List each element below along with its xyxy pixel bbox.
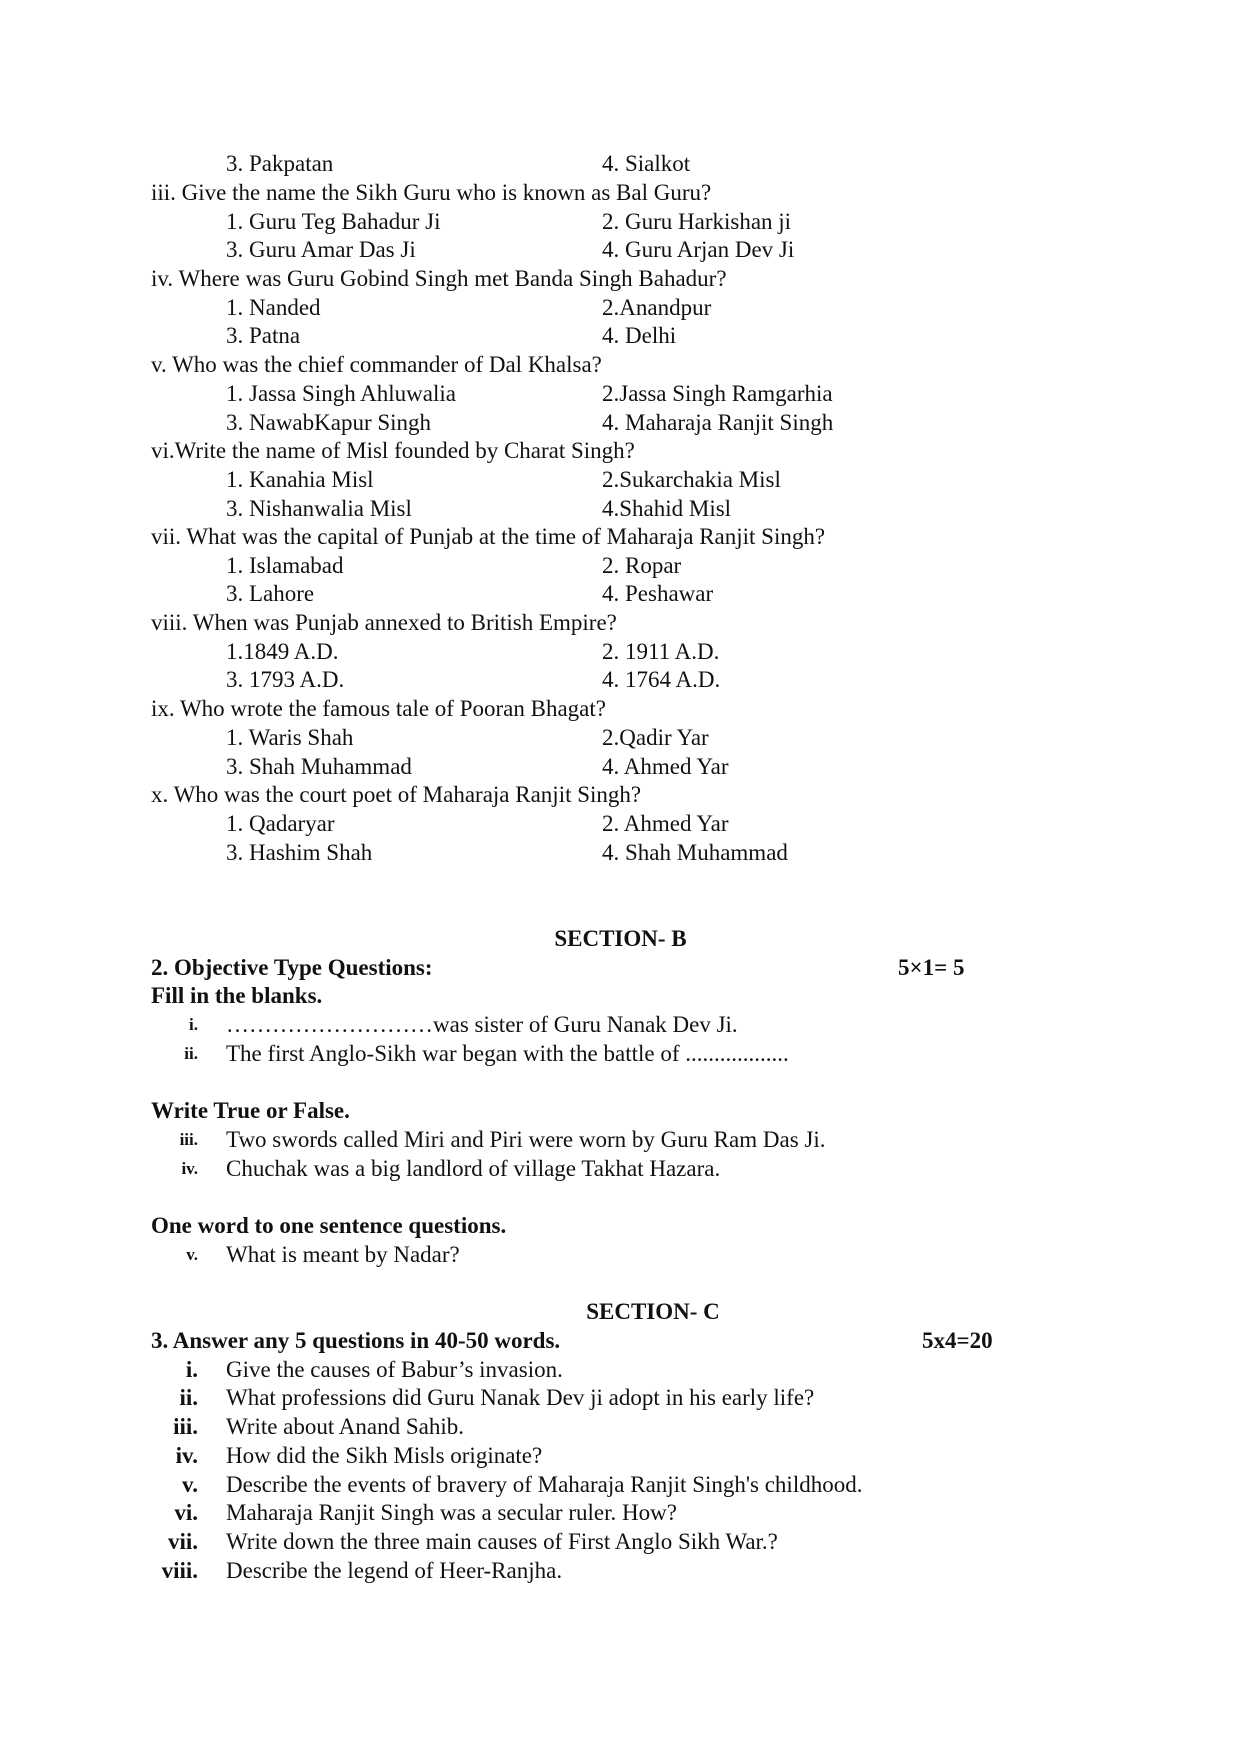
mcq-option: 4. 1764 A.D.	[602, 667, 721, 692]
section-c-item: Write down the three main causes of First Anglo Sikh War.?	[226, 1529, 778, 1554]
item-number: iv.	[181, 1159, 198, 1178]
mcq-option: 1. Nanded	[226, 295, 321, 320]
mcq-option: 3. Nishanwalia Misl	[226, 496, 412, 521]
mcq-option: 3. Guru Amar Das Ji	[226, 237, 416, 262]
item-number: v.	[186, 1245, 198, 1264]
section-c-item: Write about Anand Sahib.	[226, 1414, 464, 1439]
mcq-option: 4. Sialkot	[602, 151, 691, 176]
item-number: i.	[185, 1357, 198, 1382]
mcq-question: ix. Who wrote the famous tale of Pooran Bhagat?	[151, 696, 606, 721]
item-number: vi.	[174, 1500, 198, 1525]
section-c-heading: 3. Answer any 5 questions in 40-50 words.	[151, 1328, 561, 1353]
mcq-option: 3. Patna	[226, 323, 301, 348]
section-c-item: Maharaja Ranjit Singh was a secular ruler. How?	[226, 1500, 677, 1525]
section-c-title: SECTION- C	[586, 1299, 720, 1324]
mcq-question: vii. What was the capital of Punjab at the time of Maharaja Ranjit Singh?	[151, 524, 826, 549]
one-word-heading: One word to one sentence questions.	[151, 1213, 507, 1238]
true-false-item: Chuchak was a big landlord of village Takhat Hazara.	[226, 1156, 721, 1181]
mcq-option: 4. Maharaja Ranjit Singh	[602, 410, 834, 435]
section-b-marks: 5×1= 5	[898, 955, 965, 980]
mcq-question: vi.Write the name of Misl founded by Charat Singh?	[151, 438, 635, 463]
mcq-option: 1. Islamabad	[226, 553, 344, 578]
item-number: i.	[189, 1015, 198, 1034]
item-number: viii.	[161, 1558, 198, 1583]
mcq-option: 4. Shah Muhammad	[602, 840, 788, 865]
mcq-option: 4. Peshawar	[602, 581, 714, 606]
section-c-item: How did the Sikh Misls originate?	[226, 1443, 543, 1468]
section-c-marks: 5x4=20	[922, 1328, 993, 1353]
mcq-option: 2.Jassa Singh Ramgarhia	[602, 381, 833, 406]
true-false-item: Two swords called Miri and Piri were worn by Guru Ram Das Ji.	[226, 1127, 826, 1152]
mcq-question: iv. Where was Guru Gobind Singh met Banda Singh Bahadur?	[151, 266, 727, 291]
mcq-option: 2. 1911 A.D.	[602, 639, 720, 664]
mcq-option: 3. Hashim Shah	[226, 840, 373, 865]
fill-item: The first Anglo-Sikh war began with the battle of ..................	[226, 1041, 789, 1066]
item-number: ii.	[184, 1044, 198, 1063]
mcq-option: 2.Sukarchakia Misl	[602, 467, 781, 492]
fill-blanks-heading: Fill in the blanks.	[151, 983, 323, 1008]
mcq-option: 4. Guru Arjan Dev Ji	[602, 237, 795, 262]
mcq-option: 3. NawabKapur Singh	[226, 410, 432, 435]
mcq-option: 4. Ahmed Yar	[602, 754, 729, 779]
mcq-option: 2.Qadir Yar	[602, 725, 709, 750]
section-b-title: SECTION- B	[554, 926, 687, 951]
section-c-item: What professions did Guru Nanak Dev ji adopt in his early life?	[226, 1385, 815, 1410]
mcq-option: 1. Kanahia Misl	[226, 467, 374, 492]
mcq-option: 1. Guru Teg Bahadur Ji	[226, 209, 441, 234]
mcq-option: 3. Shah Muhammad	[226, 754, 412, 779]
section-c-item: Describe the legend of Heer-Ranjha.	[226, 1558, 563, 1583]
mcq-option: 2.Anandpur	[602, 295, 712, 320]
mcq-option: 3. Pakpatan	[226, 151, 334, 176]
one-word-item: What is meant by Nadar?	[226, 1242, 460, 1267]
mcq-option: 1.1849 A.D.	[226, 639, 339, 664]
mcq-option: 3. Lahore	[226, 581, 315, 606]
item-number: iii.	[173, 1414, 198, 1439]
mcq-question: v. Who was the chief commander of Dal Khalsa?	[151, 352, 602, 377]
section-b-heading: 2. Objective Type Questions:	[151, 955, 433, 980]
mcq-option: 3. 1793 A.D.	[226, 667, 345, 692]
section-c-item: Give the causes of Babur’s invasion.	[226, 1357, 563, 1382]
item-number: v.	[182, 1472, 198, 1497]
mcq-option: 1. Waris Shah	[226, 725, 354, 750]
mcq-question: iii. Give the name the Sikh Guru who is known as Bal Guru?	[151, 180, 712, 205]
mcq-option: 4. Delhi	[602, 323, 677, 348]
fill-item: ………………………was sister of Guru Nanak Dev Ji.	[226, 1012, 738, 1037]
mcq-option: 4.Shahid Misl	[602, 496, 732, 521]
mcq-question: viii. When was Punjab annexed to British Empire?	[151, 610, 617, 635]
mcq-option: 1. Jassa Singh Ahluwalia	[226, 381, 456, 406]
mcq-option: 2. Ropar	[602, 553, 682, 578]
item-number: ii.	[179, 1385, 198, 1410]
mcq-question: x. Who was the court poet of Maharaja Ranjit Singh?	[151, 782, 642, 807]
mcq-option: 2. Ahmed Yar	[602, 811, 729, 836]
mcq-option: 2. Guru Harkishan ji	[602, 209, 792, 234]
section-c-item: Describe the events of bravery of Maharaja Ranjit Singh's childhood.	[226, 1472, 863, 1497]
item-number: iii.	[179, 1130, 198, 1149]
item-number: iv.	[175, 1443, 198, 1468]
mcq-option: 1. Qadaryar	[226, 811, 335, 836]
item-number: vii.	[167, 1529, 198, 1554]
true-false-heading: Write True or False.	[151, 1098, 350, 1123]
